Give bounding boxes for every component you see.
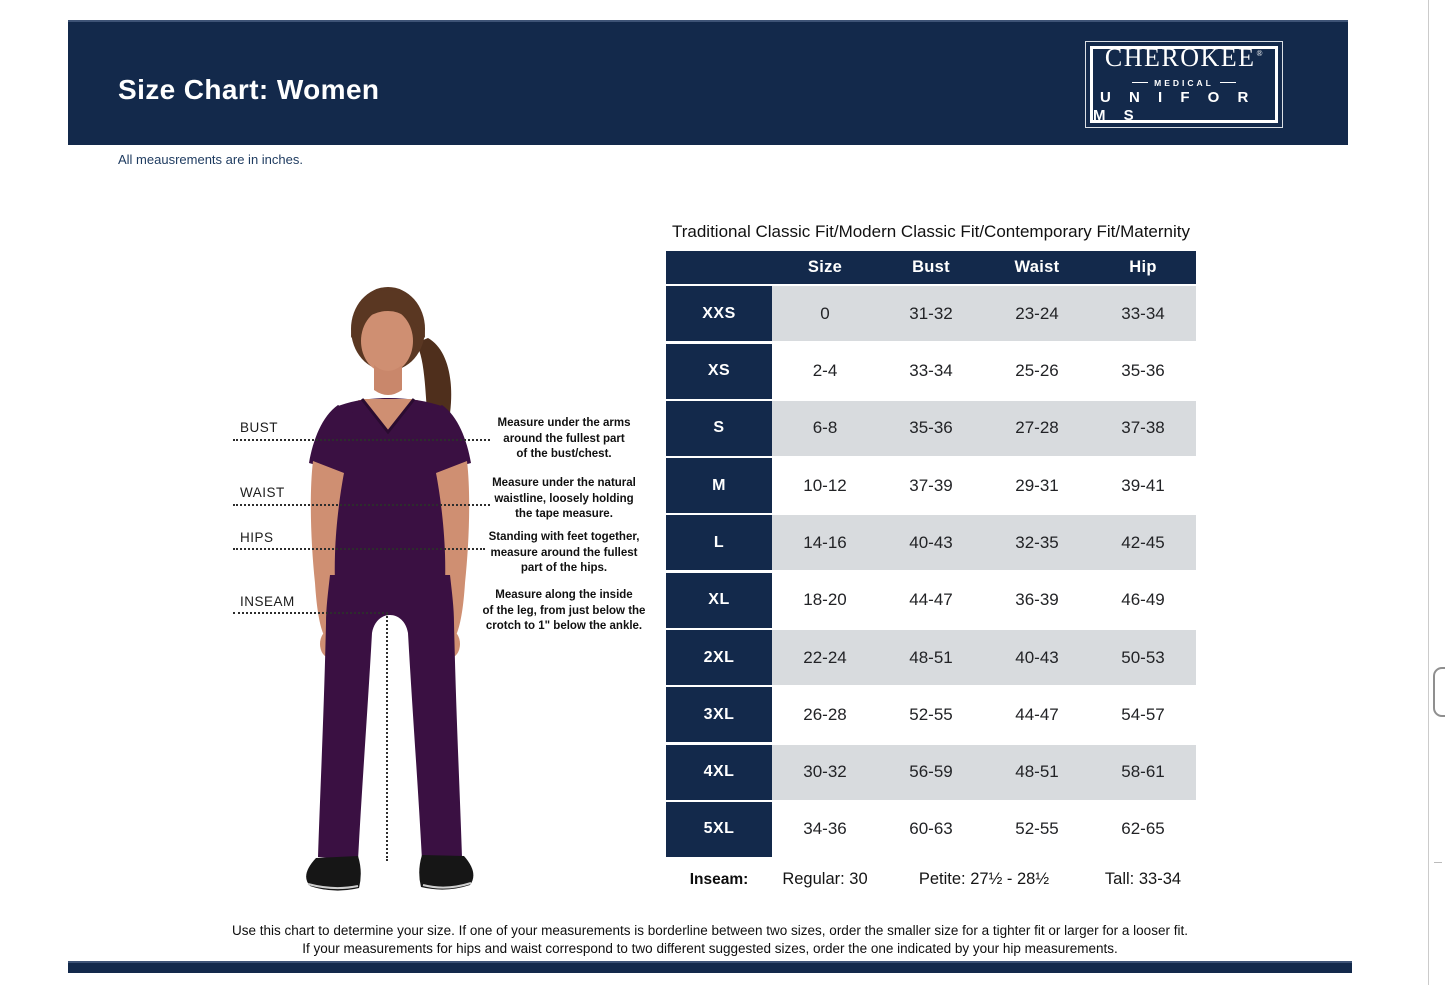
brand-medical-line [1132,78,1236,88]
inseam-row-label: Inseam: [689,870,749,888]
brand-logo-frame [1090,42,1278,124]
inseam-instruction-line: Measure along the inside [495,589,633,601]
table-row-3xl [666,687,1196,742]
inseam-instruction-line: of the leg, from just below the [482,604,646,617]
row-label: XXS [666,286,772,341]
cell-hip: 37-38 [1121,418,1165,438]
cell-hip: 42-45 [1121,532,1165,552]
table-row-4xl [666,745,1196,800]
cell-hip: 58-61 [1121,762,1165,782]
cell-bust: 60-63 [909,819,953,839]
bust-instruction-line: around the fullest part [503,432,625,445]
cell-waist: 25-26 [1015,361,1059,381]
cell-size: 14-16 [803,532,847,552]
row-label: S [666,401,772,456]
scrollbar-thumb[interactable] [1433,667,1445,717]
brand-medical-label: MEDICAL [1154,77,1214,88]
sizing-help-line-1: Use this chart to determine your size. If one of your measurements is borderline between two sizes, order the smaller size for a tighter fit or larger for a looser fit. [232,923,1188,938]
cell-waist: 32-35 [1015,532,1059,552]
cell-bust: 37-39 [909,475,953,495]
waist-instruction-line: Measure under the natural [492,477,636,489]
cell-bust: 31-32 [909,303,953,323]
row-values [772,458,1196,513]
column-header-size: Size [807,258,843,276]
table-row-m [666,458,1196,513]
cell-size: 0 [820,303,830,323]
cell-size: 22-24 [803,647,847,667]
waist-label: WAIST [240,485,285,500]
row-values [772,515,1196,570]
cell-size: 18-20 [803,590,847,610]
cell-size: 10-12 [803,475,847,495]
row-values [772,745,1196,800]
cell-hip: 46-49 [1121,590,1165,610]
page-edge-divider [1428,0,1429,985]
cell-waist: 23-24 [1015,303,1059,323]
row-label: XL [666,573,772,628]
hips-instruction-line: measure around the fullest [490,546,638,559]
cell-hip: 50-53 [1121,647,1165,667]
bust-dotted-line [233,439,490,441]
inseam-tall: Tall: 33-34 [1104,870,1182,889]
cell-hip: 33-34 [1121,303,1165,323]
cell-waist: 48-51 [1015,762,1059,782]
cell-size: 34-36 [803,819,847,839]
cell-size: 6-8 [812,418,838,438]
sizing-help-text [68,922,1352,958]
cell-size: 30-32 [803,762,847,782]
bust-instruction-line: of the bust/chest. [516,448,612,460]
header-bar [68,20,1348,145]
cell-bust: 40-43 [909,532,953,552]
registered-mark: ® [1256,48,1265,58]
column-header-hip: Hip [1129,258,1157,276]
row-label: L [666,515,772,570]
page-title: Size Chart: Women [118,74,380,105]
row-values [772,573,1196,628]
hips-label: HIPS [240,530,274,545]
measurement-units-note: All meausrements are in inches. [118,152,303,167]
column-header-bust: Bust [912,258,950,276]
row-values [772,401,1196,456]
inseam-instruction-line: crotch to 1" below the ankle. [485,620,643,632]
sizing-help-line-2: If your measurements for hips and waist correspond to two different suggested sizes, order the one indicated by your hip measurements. [302,941,1118,956]
row-label: 2XL [666,630,772,685]
cell-hip: 35-36 [1121,361,1165,381]
table-row-s [666,401,1196,456]
cell-hip: 54-57 [1121,704,1165,724]
cell-waist: 44-47 [1015,704,1059,724]
row-values [772,344,1196,399]
row-values [772,687,1196,742]
row-label: 5XL [666,802,772,857]
table-row-xxs [666,286,1196,341]
header-spacer [666,251,772,284]
cell-waist: 40-43 [1015,647,1059,667]
column-header-waist: Waist [1014,258,1060,276]
waist-instruction-line: the tape measure. [515,508,613,520]
bottom-accent-bar [68,961,1352,973]
inseam-row [666,860,1196,900]
cell-bust: 44-47 [909,590,953,610]
cell-bust: 35-36 [909,418,953,438]
inseam-vertical-dotted-line [386,613,388,861]
page-edge-tick [1434,862,1442,863]
inseam-petite: Petite: 27½ - 28½ [918,870,1050,889]
cell-waist: 29-31 [1015,475,1059,495]
inseam-dotted-line [233,612,388,614]
bust-instruction [480,416,648,463]
hips-instruction-line: part of the hips. [520,562,608,574]
hips-instruction-line: Standing with feet together, [488,531,640,543]
brand-uniforms-label: U N I F O R M S [1093,88,1256,124]
cell-bust: 48-51 [909,647,953,667]
cell-hip: 39-41 [1121,475,1165,495]
waist-dotted-line [233,504,490,506]
size-table-title: Traditional Classic Fit/Modern Classic Fit/Contemporary Fit/Maternity [671,222,1190,241]
cell-waist: 27-28 [1015,418,1059,438]
cell-bust: 52-55 [909,704,953,724]
dash-left [1132,82,1148,83]
table-row-5xl [666,802,1196,857]
row-label: XS [666,344,772,399]
row-values [772,630,1196,685]
cell-hip: 62-65 [1121,819,1165,839]
cell-bust: 56-59 [909,762,953,782]
dash-right [1220,82,1236,83]
row-values [772,286,1196,341]
woman-model-photo [258,283,508,905]
cell-bust: 33-34 [909,361,953,381]
size-table [666,222,1196,900]
inseam-instruction [480,588,648,635]
cell-size: 26-28 [803,704,847,724]
brand-name: CHEROKEE® [1104,42,1265,72]
woman-figure-illustration [258,283,508,905]
table-row-xl [666,573,1196,628]
bust-instruction-line: Measure under the arms [497,417,631,429]
cell-size: 2-4 [812,361,838,381]
row-label: 4XL [666,745,772,800]
table-row-2xl [666,630,1196,685]
inseam-label: INSEAM [240,594,295,609]
waist-instruction [480,476,648,523]
bust-label: BUST [240,420,279,435]
hips-instruction [480,530,648,577]
size-table-header [666,251,1196,284]
cell-waist: 52-55 [1015,819,1059,839]
row-label: 3XL [666,687,772,742]
table-row-l [666,515,1196,570]
brand-logo [1085,41,1283,128]
waist-instruction-line: waistline, loosely holding [494,492,634,505]
row-label: M [666,458,772,513]
cell-waist: 36-39 [1015,590,1059,610]
inseam-regular: Regular: 30 [782,870,868,889]
table-row-xs [666,344,1196,399]
row-values [772,802,1196,857]
hips-dotted-line [233,548,485,550]
